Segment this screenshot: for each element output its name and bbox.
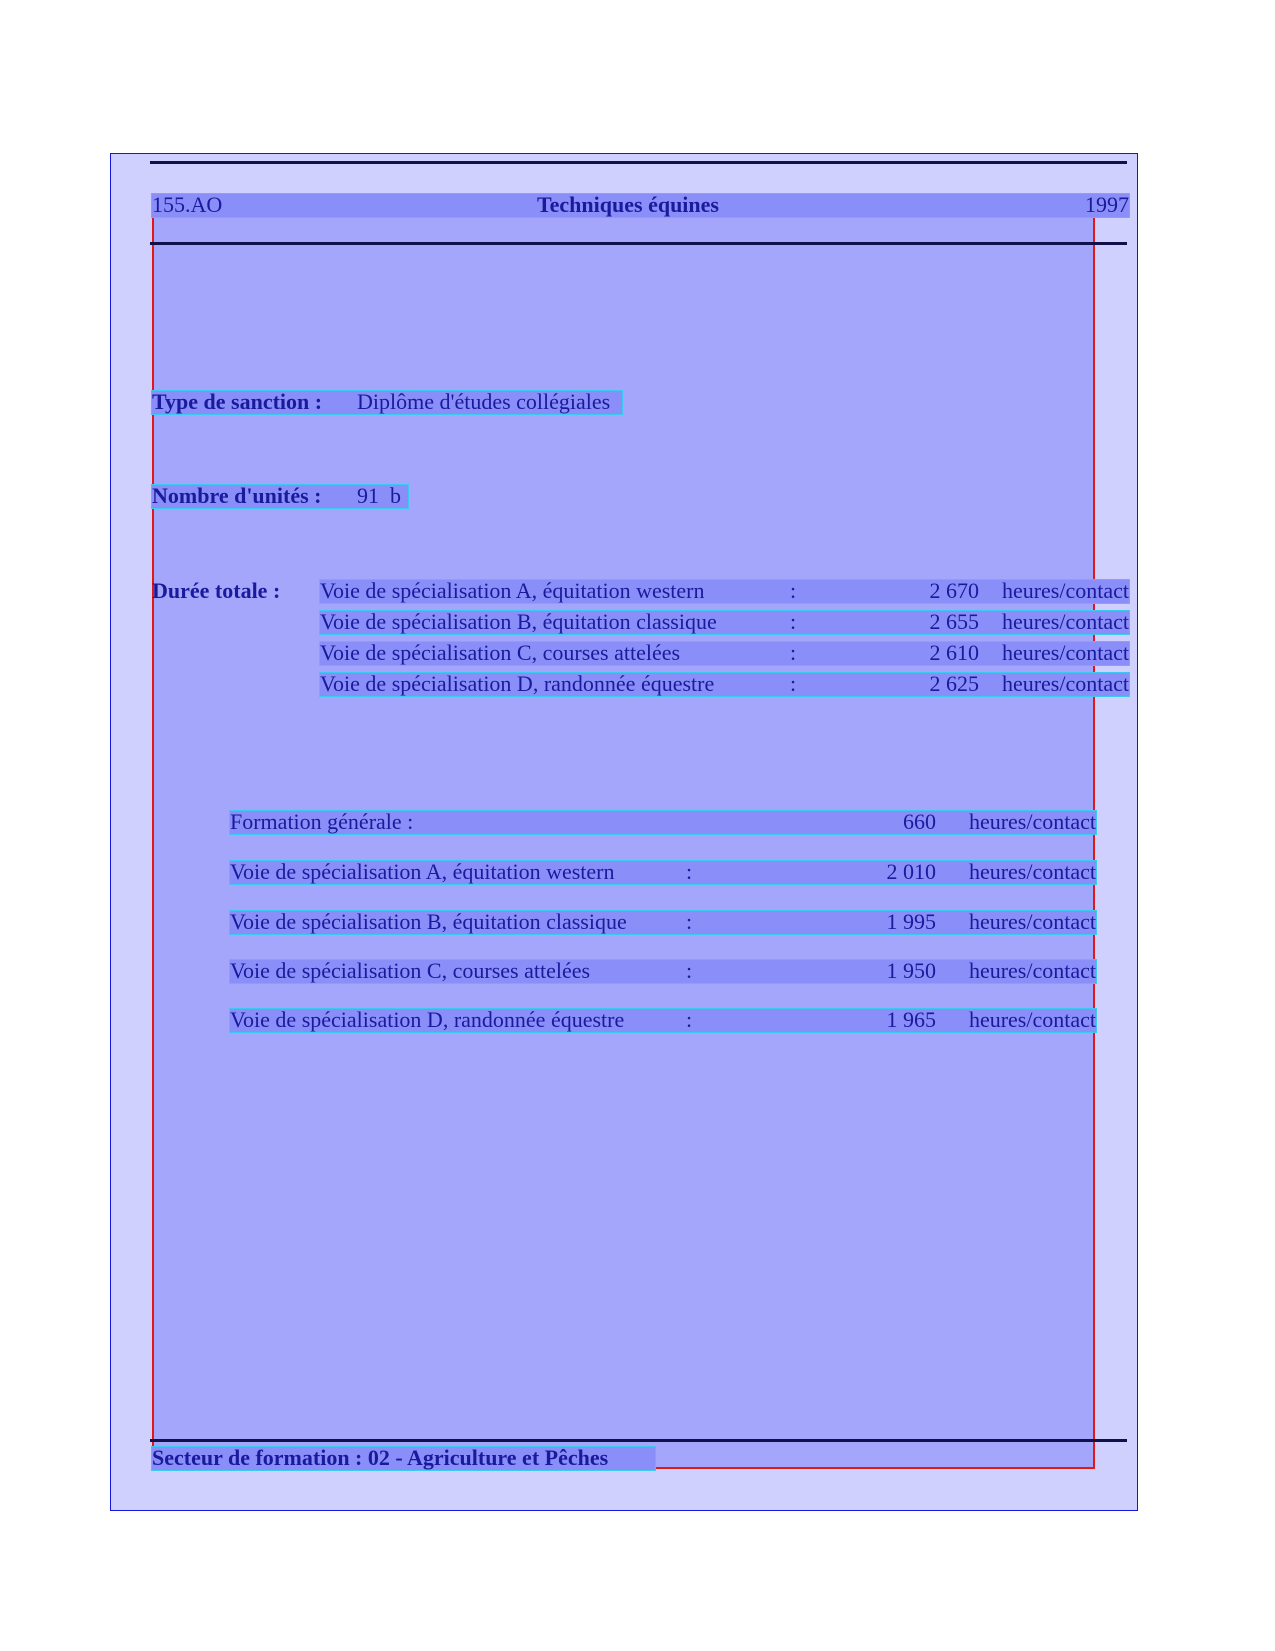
duration-row-unit: heures/contact (1001, 671, 1129, 696)
footer-rule (150, 1439, 1127, 1442)
breakdown-row-unit: heures/contact (968, 909, 1096, 934)
sector-label: Secteur de formation : 02 - Agriculture et Pêches (152, 1445, 609, 1470)
breakdown-row-sep: : (686, 909, 693, 934)
duration-label-box (152, 580, 294, 603)
breakdown-row-sep: : (686, 958, 693, 983)
breakdown-row-name: Voie de spécialisation D, randonnée équestre (230, 1007, 625, 1032)
header-line (152, 194, 1129, 217)
duration-row-unit: heures/contact (1001, 609, 1129, 634)
sanction-line (152, 391, 622, 414)
header-top-rule (150, 161, 1127, 164)
breakdown-row-value: 1 950 (886, 958, 936, 983)
breakdown-row-sep: : (686, 1007, 693, 1032)
duration-row-sep: : (790, 578, 797, 603)
breakdown-row (230, 1009, 1096, 1032)
breakdown-row-name: Voie de spécialisation A, équitation western (230, 859, 615, 884)
duration-row-sep: : (790, 609, 797, 634)
units-label: Nombre d'unités : (152, 483, 322, 508)
units-value: 91 (357, 483, 379, 508)
breakdown-row-unit: heures/contact (968, 958, 1096, 983)
duration-row-unit: heures/contact (1001, 640, 1129, 665)
breakdown-row-name: Voie de spécialisation B, équitation classique (230, 909, 627, 934)
breakdown-row-name: Voie de spécialisation C, courses attelées (230, 958, 591, 983)
program-code: 155.AO (152, 192, 223, 217)
duration-row (320, 642, 1129, 665)
units-line (152, 485, 408, 508)
breakdown-row (230, 960, 1096, 983)
units-symbol: b (390, 483, 401, 508)
duration-row-sep: : (790, 671, 797, 696)
duration-row-sep: : (790, 640, 797, 665)
breakdown-row-unit: heures/contact (968, 1007, 1096, 1032)
breakdown-row-unit: heures/contact (968, 859, 1096, 884)
duration-row-unit: heures/contact (1001, 578, 1129, 603)
breakdown-row (230, 861, 1096, 884)
footer-line (152, 1447, 655, 1470)
duration-row-name: Voie de spécialisation D, randonnée équestre (320, 671, 715, 696)
duration-row (320, 580, 1129, 603)
duration-row-name: Voie de spécialisation C, courses attelées (320, 640, 681, 665)
duration-row-value: 2 625 (929, 671, 979, 696)
program-year: 1997 (1085, 192, 1129, 217)
breakdown-row-value: 1 995 (886, 909, 936, 934)
sanction-value: Diplôme d'études collégiales (357, 389, 611, 414)
breakdown-row-unit: heures/contact (968, 809, 1096, 834)
duration-row (320, 611, 1129, 634)
breakdown-row (230, 911, 1096, 934)
duration-label: Durée totale : (152, 578, 281, 603)
program-title: Techniques équines (537, 192, 719, 217)
duration-row-value: 2 670 (929, 578, 979, 603)
breakdown-row-name: Formation générale : (230, 809, 414, 834)
duration-row-value: 2 655 (929, 609, 979, 634)
breakdown-row (230, 811, 1096, 834)
duration-row-name: Voie de spécialisation B, équitation classique (320, 609, 717, 634)
breakdown-row-value: 660 (903, 809, 936, 834)
breakdown-row-value: 2 010 (886, 859, 936, 884)
breakdown-row-value: 1 965 (886, 1007, 936, 1032)
duration-row-name: Voie de spécialisation A, équitation western (320, 578, 705, 603)
sanction-label: Type de sanction : (152, 389, 323, 414)
duration-row (320, 673, 1129, 696)
breakdown-row-sep: : (686, 859, 693, 884)
duration-row-value: 2 610 (929, 640, 979, 665)
header-bottom-rule (150, 242, 1127, 245)
